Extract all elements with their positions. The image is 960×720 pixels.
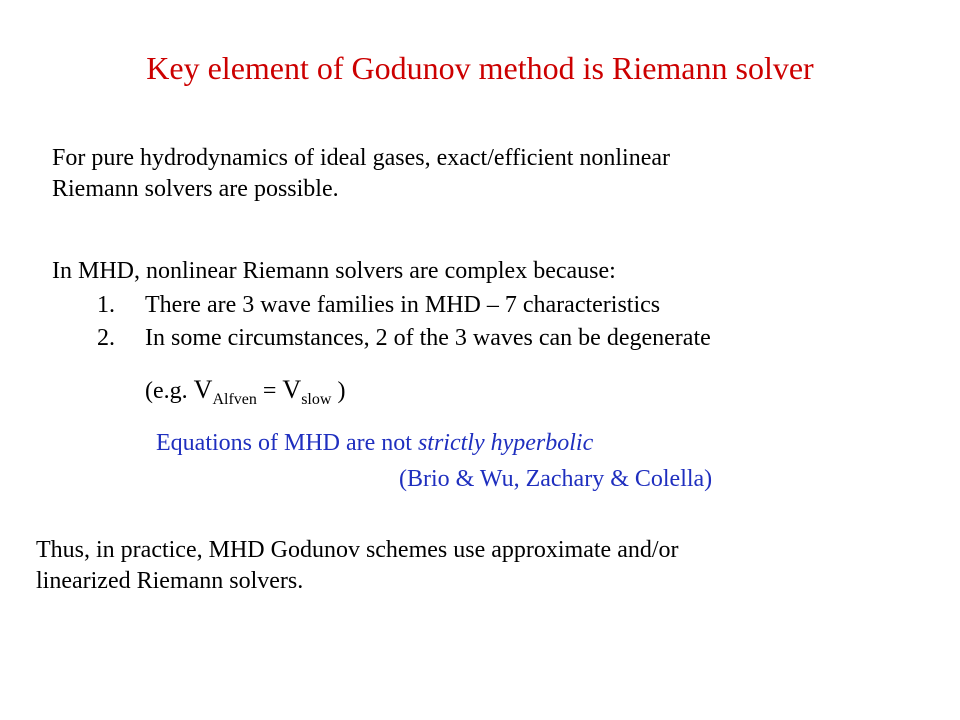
list-text: There are 3 wave families in MHD – 7 characteristics — [145, 292, 661, 318]
intro-line-2: Riemann solvers are possible. — [52, 176, 339, 202]
example-prefix: (e.g. — [145, 378, 194, 404]
list-item — [97, 289, 711, 322]
conclusion-line-1: Thus, in practice, MHD Godunov schemes use approximate and/or — [36, 537, 679, 563]
slide-title: Key element of Godunov method is Riemann solver — [146, 50, 814, 86]
hyperbolic-plain: Equations of MHD are not — [156, 430, 418, 456]
alfven-subscript: Alfven — [212, 391, 257, 408]
reason-list — [97, 289, 711, 355]
citation: (Brio & Wu, Zachary & Colella) — [399, 466, 713, 492]
equals-sign: = — [256, 378, 283, 404]
velocity-symbol: V — [282, 375, 302, 404]
list-number: 2. — [97, 325, 115, 351]
slow-subscript: slow — [301, 391, 332, 408]
list-number: 1. — [97, 292, 115, 318]
example-suffix: ) — [331, 378, 346, 404]
conclusion-paragraph — [36, 535, 679, 597]
hyperbolic-statement — [156, 428, 593, 459]
example-formula — [145, 373, 345, 408]
velocity-symbol: V — [193, 375, 213, 404]
list-text: In some circumstances, 2 of the 3 waves can be degenerate — [145, 325, 711, 351]
conclusion-line-2: linearized Riemann solvers. — [36, 568, 304, 594]
mhd-lead: In MHD, nonlinear Riemann solvers are complex because: — [52, 258, 616, 284]
intro-line-1: For pure hydrodynamics of ideal gases, exact/efficient nonlinear — [52, 145, 671, 171]
hyperbolic-italic: strictly hyperbolic — [417, 430, 594, 456]
intro-paragraph — [52, 143, 670, 205]
list-item — [97, 322, 711, 355]
